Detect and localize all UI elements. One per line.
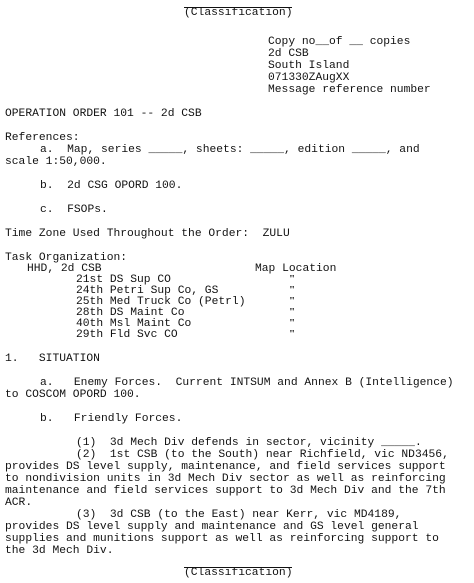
ditto-mark: " xyxy=(289,306,296,318)
unit-item: 24th Petri Sup Co, GS xyxy=(76,285,219,297)
ditto-mark: " xyxy=(289,328,296,340)
friendly-para-1: (1) 3d Mech Div defends in sector, vicinity _____. xyxy=(76,437,422,449)
reference-c: c. FSOPs. xyxy=(40,204,108,216)
para-line: supplies and munitions support as well as reinforcing support to xyxy=(5,533,439,545)
para-line: provides DS level supply, maintenance, and field services support xyxy=(5,461,446,473)
unit-item: 29th Fld Svc CO xyxy=(76,329,178,341)
para-line: ACR. xyxy=(5,497,33,509)
situation-heading: 1. SITUATION xyxy=(5,353,100,365)
reference-a-cont: scale 1:50,000. xyxy=(5,156,107,168)
para-line: (3) 3d CSB (to the East) near Kerr, vic MD4189, xyxy=(76,509,402,521)
para-line: the 3d Mech Div. xyxy=(5,545,114,557)
copy-line: 071330ZAugXX xyxy=(268,72,350,84)
para-line: to nondivision units in 3d Mech Div sector as well as reinforcing xyxy=(5,473,446,485)
copy-line: Copy no__of __ copies xyxy=(268,36,411,48)
copy-line: South Island xyxy=(268,60,350,72)
task-org-hhd: HHD, 2d CSB xyxy=(27,263,102,275)
unit-item: 21st DS Sup CO xyxy=(76,274,171,286)
map-location-header: Map Location xyxy=(255,263,337,275)
classification-footer: (Classification) xyxy=(184,567,293,579)
task-org-heading: Task Organization: xyxy=(5,252,128,264)
ditto-mark: " xyxy=(289,284,296,296)
para-line: (2) 1st CSB (to the South) near Richfield, vic ND3456, xyxy=(76,449,449,461)
situation-a: a. Enemy Forces. Current INTSUM and Annex B (Intelligence) xyxy=(40,377,454,389)
references-heading: References: xyxy=(5,132,80,144)
situation-b: b. Friendly Forces. xyxy=(40,413,183,425)
ditto-mark: " xyxy=(289,317,296,329)
para-line: maintenance and field services support to 3d Mech Div and the 7th xyxy=(5,485,446,497)
ditto-mark: " xyxy=(289,295,296,307)
unit-item: 25th Med Truck Co (Petrl) xyxy=(76,296,246,308)
classification-header: (Classification) xyxy=(184,7,293,19)
situation-a-cont: to COSCOM OPORD 100. xyxy=(5,389,141,401)
time-zone: Time Zone Used Throughout the Order: ZULU xyxy=(5,228,290,240)
para-line: provides DS level supply and maintenance and GS level general xyxy=(5,521,419,533)
reference-a: a. Map, series _____, sheets: _____, edition _____, and xyxy=(40,144,420,156)
copy-line: 2d CSB xyxy=(268,48,309,60)
unit-item: 40th Msl Maint Co xyxy=(76,318,192,330)
unit-item: 28th DS Maint Co xyxy=(76,307,185,319)
order-title: OPERATION ORDER 101 -- 2d CSB xyxy=(5,108,202,120)
ditto-mark: " xyxy=(289,273,296,285)
reference-b: b. 2d CSG OPORD 100. xyxy=(40,180,183,192)
copy-line: Message reference number xyxy=(268,84,431,96)
